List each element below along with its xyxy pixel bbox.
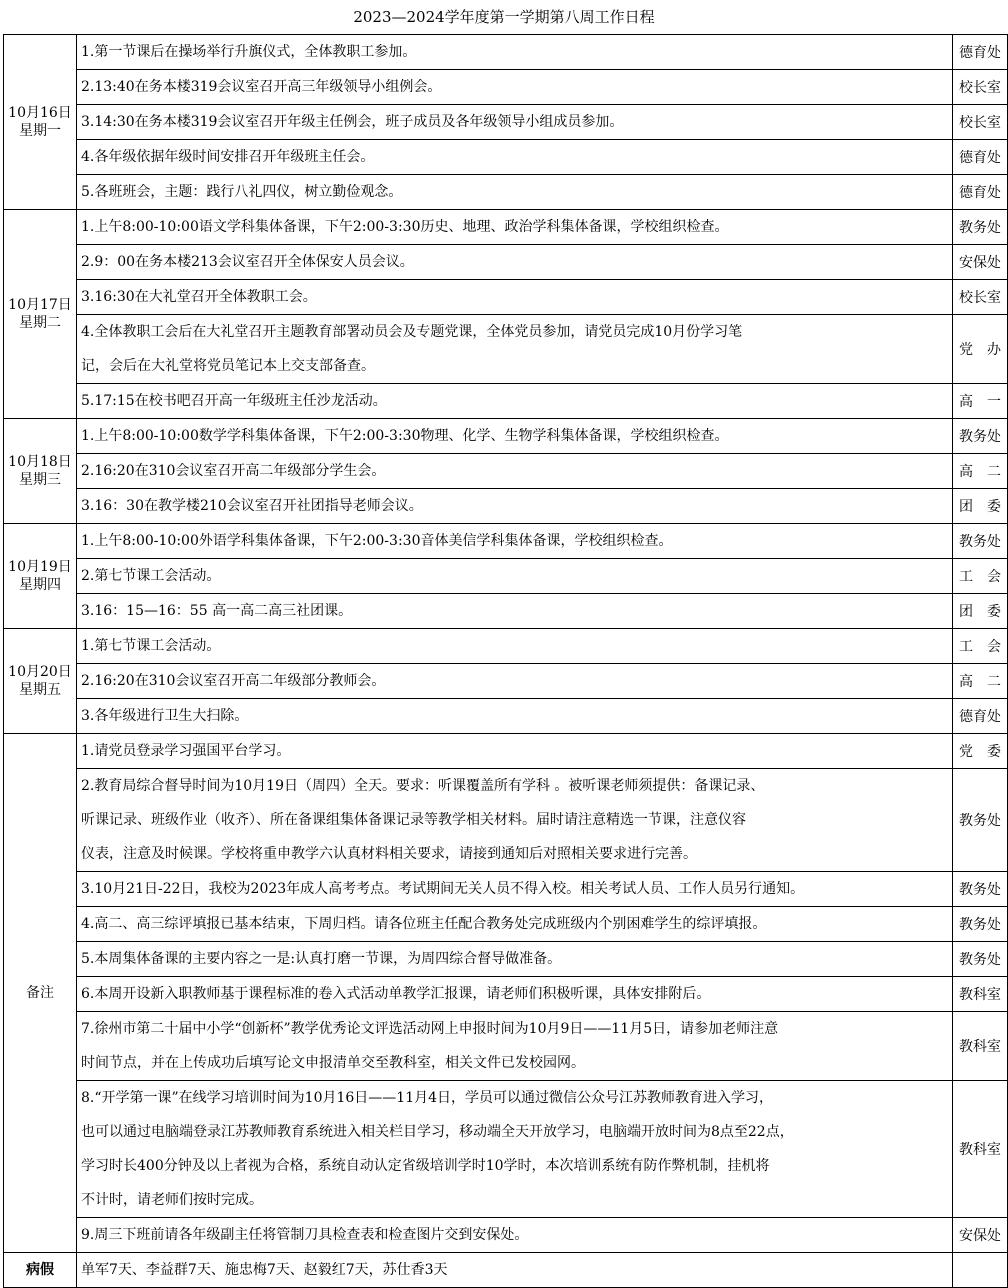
- schedule-row: [4, 245, 1008, 280]
- notes-row: [4, 1218, 1008, 1253]
- task-text-line: 不计时，请老师们按时完成。: [81, 1192, 263, 1208]
- task-text-line: 2.9：00在务本楼213会议室召开全体保安人员会议。: [81, 254, 414, 270]
- day-cell: [4, 524, 77, 629]
- page-title: 2023—2024学年度第一学期第八周工作日程: [353, 8, 655, 26]
- task-text-line: 听课记录、班级作业（收齐）、所在备课组集体备课记录等教学相关材料。届时请注意精选一节课，注意仪容: [81, 812, 746, 828]
- task-cell: [77, 35, 953, 70]
- department-cell: 高 一: [953, 384, 1008, 419]
- task-cell: [77, 489, 953, 524]
- leave-text: 单军7天、李益群7天、施忠梅7天、赵毅红7天，苏仕香3天: [77, 1253, 953, 1288]
- task-cell: [77, 70, 953, 105]
- task-cell: [77, 175, 953, 210]
- schedule-row: [4, 594, 1008, 629]
- task-cell: [77, 280, 953, 315]
- task-text-line: 7.徐州市第二十届中小学“创新杯”教学优秀论文评选活动网上申报时间为10月9日——11月5日，请参加老师注意: [81, 1021, 779, 1037]
- notes-row: [4, 734, 1008, 769]
- schedule-table: [3, 34, 1008, 1288]
- task-cell: [77, 1218, 953, 1253]
- department-cell: 团 委: [953, 489, 1008, 524]
- task-cell: [77, 664, 953, 699]
- schedule-row: [4, 454, 1008, 489]
- day-date: 10月16日: [8, 105, 72, 121]
- task-cell: [77, 1081, 953, 1218]
- day-cell: [4, 419, 77, 524]
- task-text-line: 1.上午8:00-10:00外语学科集体备课，下午2:00-3:30音体美信学科集体备课，学校组织检查。: [81, 533, 673, 549]
- task-text-line: 记，会后在大礼堂将党员笔记本上交支部备查。: [81, 358, 375, 374]
- day-cell: [4, 210, 77, 419]
- task-cell: [77, 524, 953, 559]
- task-text-line: 2.13:40在务本楼319会议室召开高三年级领导小组例会。: [81, 79, 442, 95]
- task-text-line: 1.上午8:00-10:00语文学科集体备课，下午2:00-3:30历史、地理、政治学科集体备课，学校组织检查。: [81, 219, 729, 235]
- notes-row: [4, 942, 1008, 977]
- schedule-row: [4, 559, 1008, 594]
- department-cell: 安保处: [953, 245, 1008, 280]
- department-cell: 教务处: [953, 942, 1008, 977]
- task-text-line: 仪表，注意及时候课。学校将重申教学六认真材料相关要求，请接到通知后对照相关要求进行完善。: [81, 846, 697, 862]
- task-text-line: 2.16:20在310会议室召开高二年级部分教师会。: [81, 673, 386, 689]
- schedule-row: [4, 699, 1008, 734]
- task-cell: [77, 245, 953, 280]
- department-cell: 教务处: [953, 210, 1008, 245]
- schedule-row: [4, 489, 1008, 524]
- task-cell: [77, 140, 953, 175]
- task-text-line: 学习时长400分钟及以上者视为合格，系统自动认定省级培训学时10学时，本次培训系统有防作弊机制，挂机将: [81, 1158, 770, 1174]
- schedule-row: [4, 140, 1008, 175]
- department-cell: 教务处: [953, 907, 1008, 942]
- day-weekday: 星期一: [19, 123, 61, 139]
- task-text-line: 5.本周集体备课的主要内容之一是:认真打磨一节课，为周四综合督导做准备。: [81, 951, 562, 967]
- task-text-line: 5.各班班会，主题：践行八礼四仪，树立勤俭观念。: [81, 184, 403, 200]
- task-text-line: 6.本周开设新入职教师基于课程标准的卷入式活动单教学汇报课，请老师们积极听课，具体安排附后。: [81, 986, 711, 1002]
- task-text-line: 1.第七节课工会活动。: [81, 638, 221, 654]
- task-cell: [77, 734, 953, 769]
- task-text-line: 3.16：15—16：55 高一高二高三社团课。: [81, 603, 353, 619]
- day-weekday: 星期五: [19, 682, 61, 698]
- department-cell: 安保处: [953, 1218, 1008, 1253]
- day-weekday: 星期三: [19, 472, 61, 488]
- leave-dept: [953, 1253, 1008, 1288]
- department-cell: 德育处: [953, 175, 1008, 210]
- task-text-line: 4.各年级依据年级时间安排召开年级班主任会。: [81, 149, 375, 165]
- task-text-line: 3.16:30在大礼堂召开全体教职工会。: [81, 289, 317, 305]
- notes-row: [4, 907, 1008, 942]
- notes-row: [4, 1081, 1008, 1218]
- schedule-row: [4, 175, 1008, 210]
- task-cell: [77, 1012, 953, 1081]
- task-text-line: 2.16:20在310会议室召开高二年级部分学生会。: [81, 463, 386, 479]
- task-text-line: 3.各年级进行卫生大扫除。: [81, 708, 249, 724]
- task-cell: [77, 907, 953, 942]
- schedule-row: [4, 384, 1008, 419]
- department-cell: 教科室: [953, 1081, 1008, 1218]
- department-cell: 团 委: [953, 594, 1008, 629]
- task-text-line: 8.“开学第一课”在线学习培训时间为10月16日——11月4日，学员可以通过微信公众号江苏教师教育进入学习，: [81, 1090, 774, 1106]
- task-text-line: 1.第一节课后在操场举行升旗仪式，全体教职工参加。: [81, 44, 417, 60]
- department-cell: 高 二: [953, 664, 1008, 699]
- task-cell: [77, 315, 953, 384]
- task-text-line: 时间节点，并在上传成功后填写论文申报清单交至教科室，相关文件已发校园网。: [81, 1055, 585, 1071]
- task-text-line: 2.教育局综合督导时间为10月19日（周四）全天。要求：听课覆盖所有学科 。被听课老师须提供：备课记录、: [81, 778, 765, 794]
- day-cell: [4, 629, 77, 734]
- department-cell: 校长室: [953, 105, 1008, 140]
- task-cell: [77, 977, 953, 1012]
- department-cell: 教务处: [953, 419, 1008, 454]
- notes-row: [4, 977, 1008, 1012]
- day-cell: [4, 35, 77, 210]
- department-cell: 教务处: [953, 769, 1008, 872]
- leave-label: 病假: [4, 1253, 77, 1288]
- schedule-row: [4, 524, 1008, 559]
- task-cell: [77, 769, 953, 872]
- schedule-row: [4, 35, 1008, 70]
- task-cell: [77, 559, 953, 594]
- notes-row: [4, 872, 1008, 907]
- task-cell: [77, 872, 953, 907]
- department-cell: 教务处: [953, 872, 1008, 907]
- task-cell: [77, 384, 953, 419]
- department-cell: 党 办: [953, 315, 1008, 384]
- department-cell: 德育处: [953, 35, 1008, 70]
- day-weekday: 星期四: [19, 577, 61, 593]
- task-cell: [77, 594, 953, 629]
- department-cell: 工 会: [953, 629, 1008, 664]
- task-text-line: 也可以通过电脑端登录江苏教师教育系统进入相关栏目学习，移动端全天开放学习，电脑端开放时间为8点至22点，: [81, 1124, 794, 1140]
- task-cell: [77, 210, 953, 245]
- schedule-row: [4, 105, 1008, 140]
- schedule-row: [4, 210, 1008, 245]
- day-date: 10月20日: [8, 664, 72, 680]
- schedule-row: [4, 664, 1008, 699]
- task-text-line: 4.高二、高三综评填报已基本结束，下周归档。请各位班主任配合教务处完成班级内个别困难学生的综评填报。: [81, 916, 767, 932]
- notes-label: 备注: [4, 734, 77, 1253]
- task-cell: [77, 629, 953, 664]
- department-cell: 校长室: [953, 70, 1008, 105]
- department-cell: 教务处: [953, 524, 1008, 559]
- schedule-body: [4, 35, 1008, 1288]
- day-date: 10月17日: [8, 297, 72, 313]
- day-date: 10月19日: [8, 559, 72, 575]
- task-cell: [77, 105, 953, 140]
- task-cell: [77, 454, 953, 489]
- task-text-line: 1.请党员登录学习强国平台学习。: [81, 743, 291, 759]
- task-text-line: 2.第七节课工会活动。: [81, 568, 221, 584]
- schedule-row: [4, 280, 1008, 315]
- task-text-line: 3.10月21日-22日，我校为2023年成人高考考点。考试期间无关人员不得入校。相关考试人员、工作人员另行通知。: [81, 881, 805, 897]
- task-text-line: 9.周三下班前请各年级副主任将管制刀具检查表和检查图片交到安保处。: [81, 1227, 529, 1243]
- leave-row: [4, 1253, 1008, 1288]
- day-date: 10月18日: [8, 454, 72, 470]
- department-cell: 德育处: [953, 699, 1008, 734]
- day-weekday: 星期二: [19, 315, 61, 331]
- department-cell: 党 委: [953, 734, 1008, 769]
- schedule-row: [4, 70, 1008, 105]
- task-text-line: 3.14:30在务本楼319会议室召开年级主任例会，班子成员及各年级领导小组成员参加。: [81, 114, 624, 130]
- department-cell: 教科室: [953, 977, 1008, 1012]
- department-cell: 校长室: [953, 280, 1008, 315]
- notes-row: [4, 1012, 1008, 1081]
- schedule-row: [4, 629, 1008, 664]
- task-cell: [77, 699, 953, 734]
- task-text-line: 1.上午8:00-10:00数学学科集体备课，下午2:00-3:30物理、化学、生物学科集体备课，学校组织检查。: [81, 428, 729, 444]
- department-cell: 教科室: [953, 1012, 1008, 1081]
- schedule-row: [4, 315, 1008, 384]
- task-cell: [77, 419, 953, 454]
- schedule-row: [4, 419, 1008, 454]
- task-text-line: 5.17:15在校书吧召开高一年级班主任沙龙活动。: [81, 393, 387, 409]
- department-cell: 工 会: [953, 559, 1008, 594]
- notes-row: [4, 769, 1008, 872]
- task-text-line: 3.16：30在教学楼210会议室召开社团指导老师会议。: [81, 498, 423, 514]
- task-text-line: 4.全体教职工会后在大礼堂召开主题教育部署动员会及专题党课，全体党员参加，请党员完成10月份学习笔: [81, 324, 743, 340]
- department-cell: 德育处: [953, 140, 1008, 175]
- task-cell: [77, 942, 953, 977]
- department-cell: 高 二: [953, 454, 1008, 489]
